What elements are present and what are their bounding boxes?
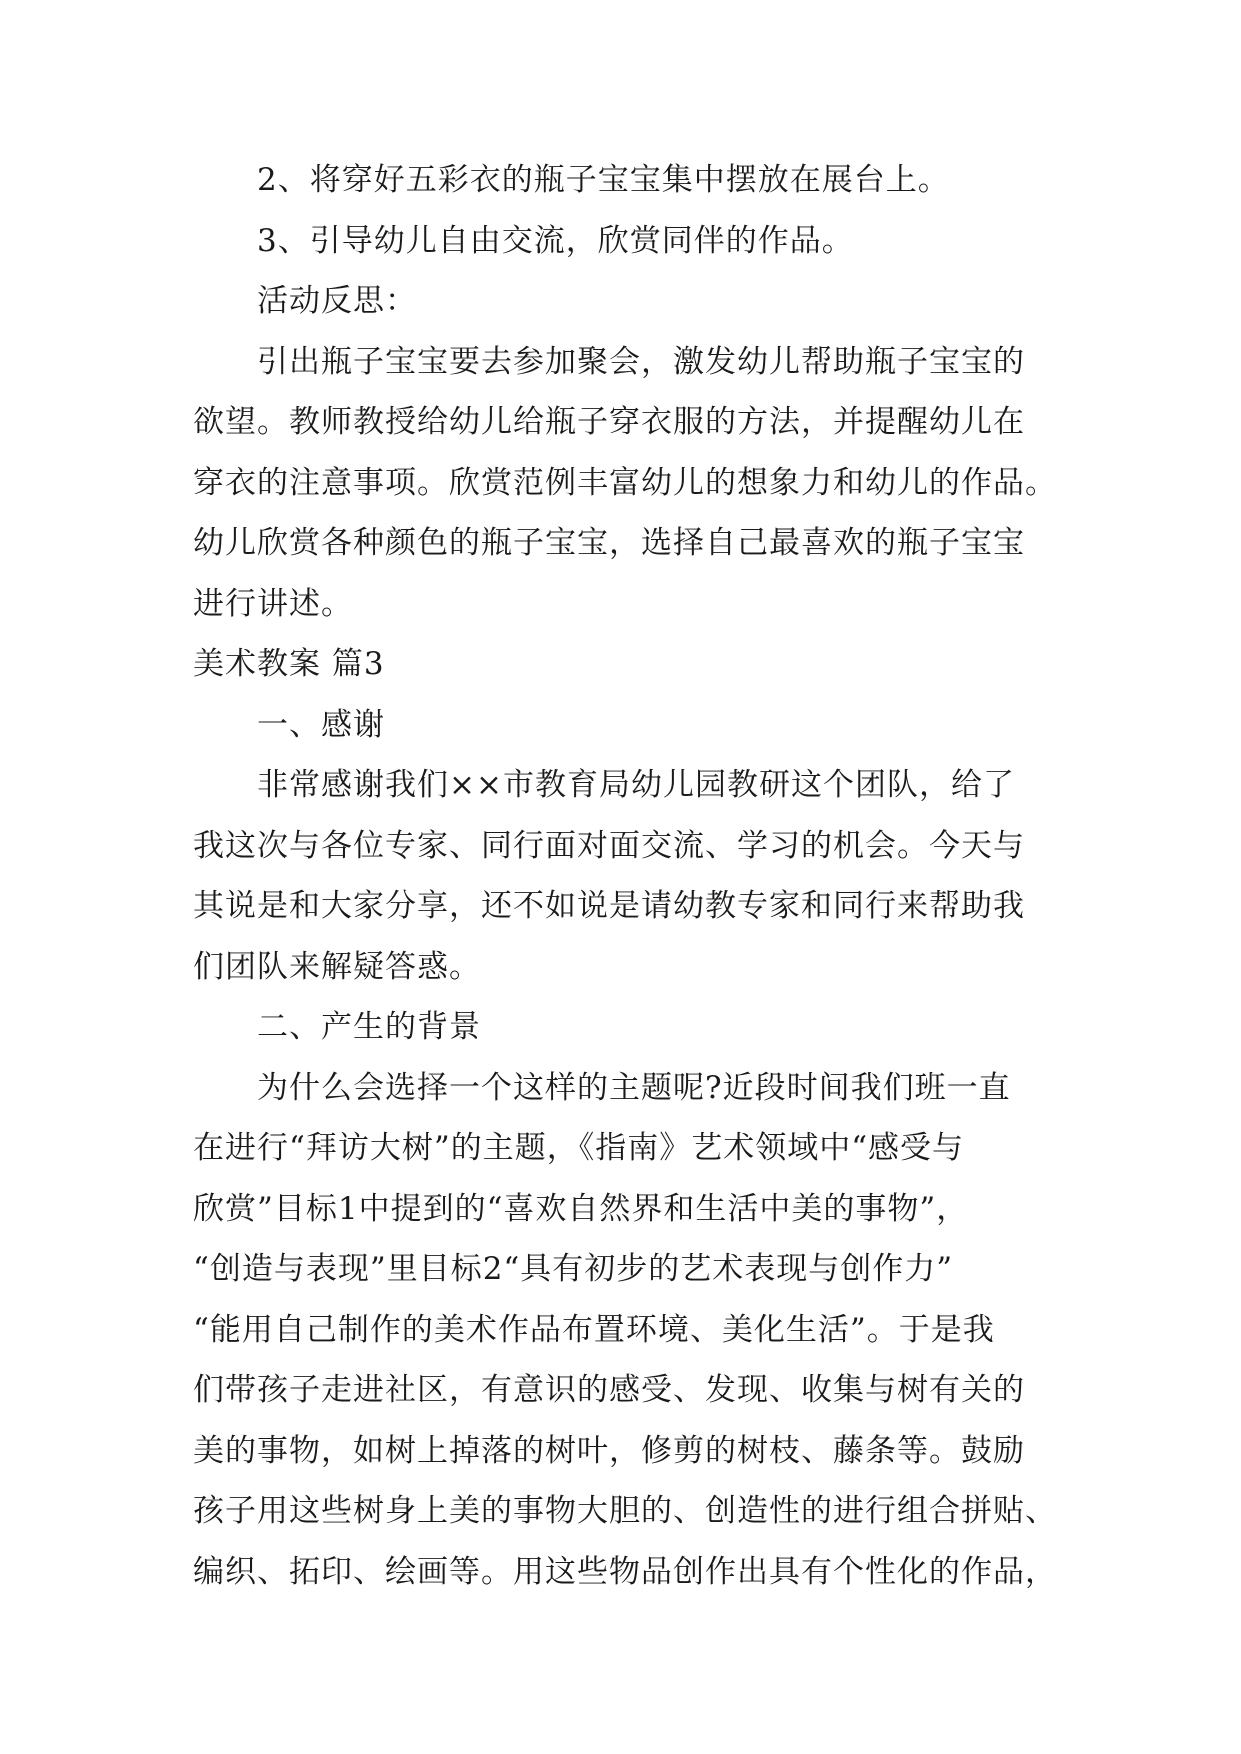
text-line: 欲望。教师教授给幼儿给瓶子穿衣服的方法，并提醒幼儿在	[193, 404, 1025, 440]
text-line: 幼儿欣赏各种颜色的瓶子宝宝，选择自己最喜欢的瓶子宝宝	[193, 525, 1025, 561]
text-line: 其说是和大家分享，还不如说是请幼教专家和同行来帮助我	[193, 888, 1025, 924]
text-line: “能用自己制作的美术作品布置环境、美化生活”。于是我	[193, 1311, 995, 1348]
subsection-heading: 一、感谢	[257, 706, 385, 743]
text-line: 孩子用这些树身上美的事物大胆的、创造性的进行组合拼贴、	[193, 1493, 1057, 1529]
subsection-heading: 二、产生的背景	[257, 1009, 481, 1045]
text-line: 引出瓶子宝宝要去参加聚会，激发幼儿帮助瓶子宝宝的	[257, 343, 1025, 380]
text-line: 们带孩子走进社区，有意识的感受、发现、收集与树有关的	[193, 1372, 1025, 1408]
text-line: 在进行“拜访大树”的主题，《指南》艺术领域中“感受与	[193, 1130, 965, 1166]
text-line: 欣赏”目标1中提到的“喜欢自然界和生活中美的事物”，	[193, 1190, 969, 1227]
text-line: 非常感谢我们××市教育局幼儿园教研这个团队，给了	[257, 767, 1015, 803]
text-line: 为什么会选择一个这样的主题呢?近段时间我们班一直	[257, 1069, 1011, 1106]
text-line: 穿衣的注意事项。欣赏范例丰富幼儿的想象力和幼儿的作品。	[193, 464, 1057, 501]
text-line: 活动反思：	[257, 283, 417, 319]
text-line: 进行讲述。	[193, 585, 353, 622]
document-body	[193, 160, 1063, 1592]
text-line: 们团队来解疑答惑。	[193, 948, 481, 985]
text-line: “创造与表现”里目标2“具有初步的艺术表现与创作力”	[193, 1251, 954, 1287]
text-line: 2、将穿好五彩衣的瓶子宝宝集中摆放在展台上。	[257, 162, 950, 198]
section-heading: 美术教案 篇3	[193, 646, 385, 682]
text-line: 美的事物，如树上掉落的树叶，修剪的树枝、藤条等。鼓励	[193, 1432, 1025, 1469]
text-line: 编织、拓印、绘画等。用这些物品创作出具有个性化的作品，	[193, 1553, 1057, 1590]
text-line: 3、引导幼儿自由交流，欣赏同伴的作品。	[257, 222, 854, 259]
text-line: 我这次与各位专家、同行面对面交流、学习的机会。今天与	[193, 827, 1025, 864]
